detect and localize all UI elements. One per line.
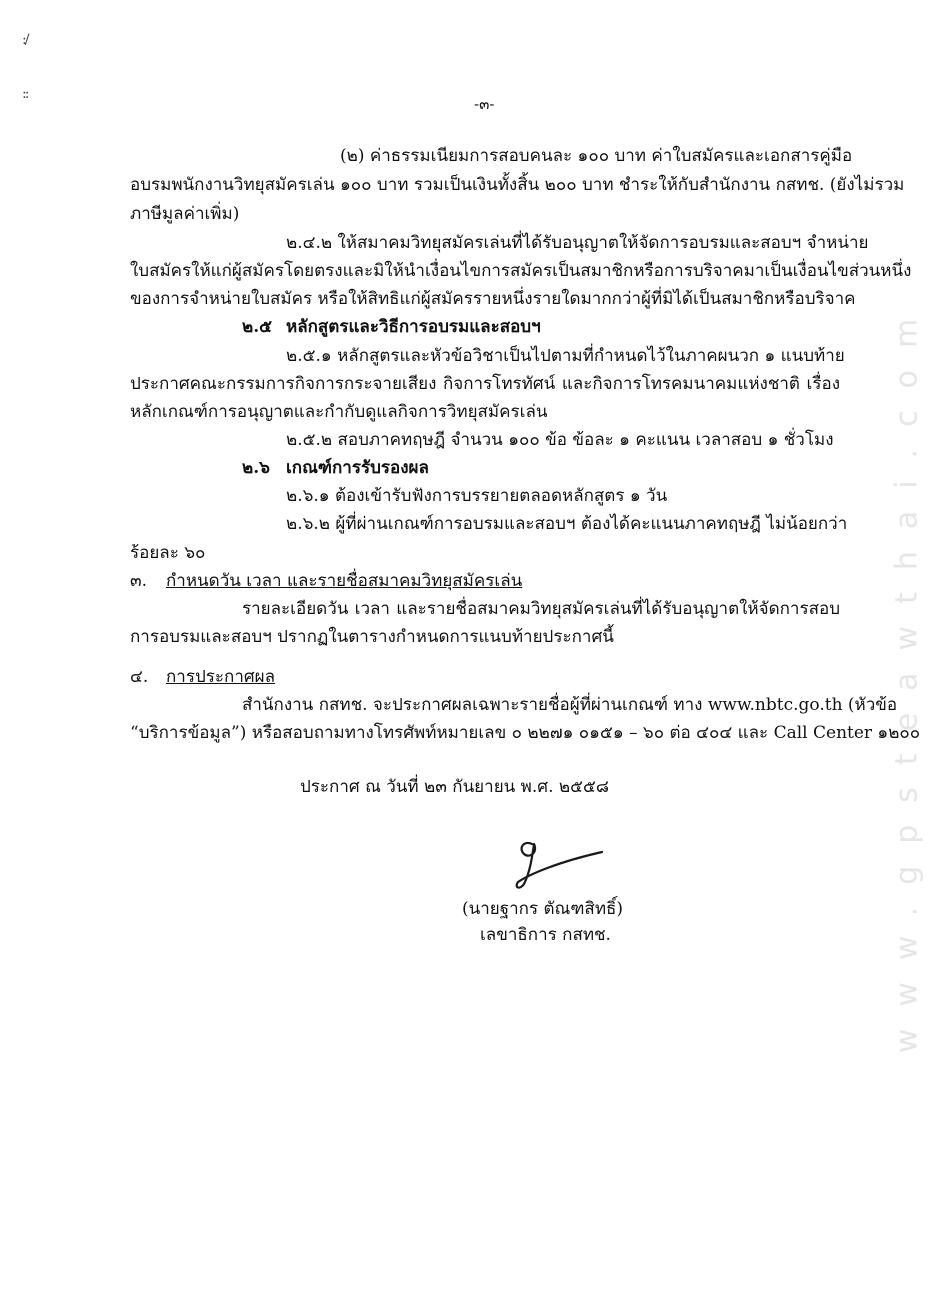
clause-2-5-1-line-2: ประกาศคณะกรรมการกิจการกระจายเสียง กิจการโทรทัศน์ และกิจการโทรคมนาคมแห่งชาติ เรื่อง <box>130 374 840 394</box>
fee-line-1: (๒) ค่าธรรมเนียมการสอบคนละ ๑๐๐ บาท ค่าใบสมัครและเอกสารคู่มือ <box>340 146 853 166</box>
watermark <box>890 120 924 1230</box>
clause-2-5-2: ๒.๕.๒ สอบภาคทฤษฎี จำนวน ๑๐๐ ข้อ ข้อละ ๑ คะแนน เวลาสอบ ๑ ชั่วโมง <box>286 430 834 450</box>
fee-line-3: ภาษีมูลค่าเพิ่ม) <box>130 204 240 224</box>
clause-2-4-2-line-3: ของการจำหน่ายใบสมัคร หรือให้สิทธิแก่ผู้สมัครรายหนึ่งรายใดมากกว่าผู้ที่มิได้เป็นสมาชิกหรือบริจาค <box>130 289 856 309</box>
signature-image <box>510 832 610 896</box>
section-2-5-number: ๒.๕ <box>242 317 272 337</box>
page-number: -๓- <box>474 95 495 113</box>
section-2-6-title: เกณฑ์การรับรองผล <box>286 458 429 478</box>
signatory-name: (นายฐากร ตัณฑสิทธิ์) <box>462 899 624 919</box>
section-4-line-1: สำนักงาน กสทช. จะประกาศผลเฉพาะรายชื่อผู้ที่ผ่านเกณฑ์ ทาง www.nbtc.go.th (หัวข้อ <box>242 695 898 715</box>
fee-line-2: อบรมพนักงานวิทยุสมัครเล่น ๑๐๐ บาท รวมเป็นเงินทั้งสิ้น ๒๐๐ บาท ชำระให้กับสำนักงาน กสทช. (ยังไม่รวม <box>130 175 905 195</box>
clause-2-5-1-line-3: หลักเกณฑ์การอนุญาตและกำกับดูแลกิจการวิทยุสมัครเล่น <box>130 402 548 422</box>
section-3-line-2: การอบรมและสอบฯ ปรากฏในตารางกำหนดการแนบท้ายประกาศนี้ <box>130 627 614 647</box>
clause-2-6-1: ๒.๖.๑ ต้องเข้ารับฟังการบรรยายตลอดหลักสูตร ๑ วัน <box>286 486 668 506</box>
clause-2-4-2-line-1: ๒.๔.๒ ให้สมาคมวิทยุสมัครเล่นที่ได้รับอนุญาตให้จัดการอบรมและสอบฯ จำหน่าย <box>286 233 869 253</box>
clause-2-6-2-line-1: ๒.๖.๒ ผู้ที่ผ่านเกณฑ์การอบรมและสอบฯ ต้องได้คะแนนภาคทฤษฎี ไม่น้อยกว่า <box>286 514 848 534</box>
section-3-number: ๓. <box>130 571 148 591</box>
section-2-5-title: หลักสูตรและวิธีการอบรมและสอบฯ <box>286 317 541 337</box>
signatory-position: เลขาธิการ กสทช. <box>480 925 611 945</box>
clause-2-6-2-line-2: ร้อยละ ๖๐ <box>130 543 206 563</box>
section-4-number: ๔. <box>130 667 149 687</box>
announcement-date: ประกาศ ณ วันที่ ๒๓ กันยายน พ.ศ. ๒๕๕๘ <box>300 777 609 797</box>
clause-2-4-2-line-2: ใบสมัครให้แก่ผู้สมัครโดยตรงและมิให้นำเงื่อนไขการสมัครเป็นสมาชิกหรือการบริจาคมาเป็นเงื่อนไขส่วนหนึ่ง <box>130 261 912 281</box>
clause-2-5-1-line-1: ๒.๕.๑ หลักสูตรและหัวข้อวิชาเป็นไปตามที่กำหนดไว้ในภาคผนวก ๑ แนบท้าย <box>286 346 845 366</box>
section-2-6-number: ๒.๖ <box>242 458 270 478</box>
section-3-title: กำหนดวัน เวลา และรายชื่อสมาคมวิทยุสมัครเล่น <box>166 571 523 591</box>
section-3-line-1: รายละเอียดวัน เวลา และรายชื่อสมาคมวิทยุสมัครเล่นที่ได้รับอนุญาตให้จัดการสอบ <box>242 599 840 619</box>
section-4-line-2: “บริการข้อมูล”) หรือสอบถามทางโทรศัพท์หมายเลข ๐ ๒๒๗๑ ๐๑๕๑ – ๖๐ ต่อ ๔๐๔ และ Call Center ๑๒๐๐ <box>130 723 921 743</box>
scan-mark: :: <box>22 86 28 102</box>
scan-mark: :/ <box>22 32 28 48</box>
section-4-title: การประกาศผล <box>166 667 276 687</box>
watermark-text: www.gpsteawthai.com <box>890 296 924 1054</box>
